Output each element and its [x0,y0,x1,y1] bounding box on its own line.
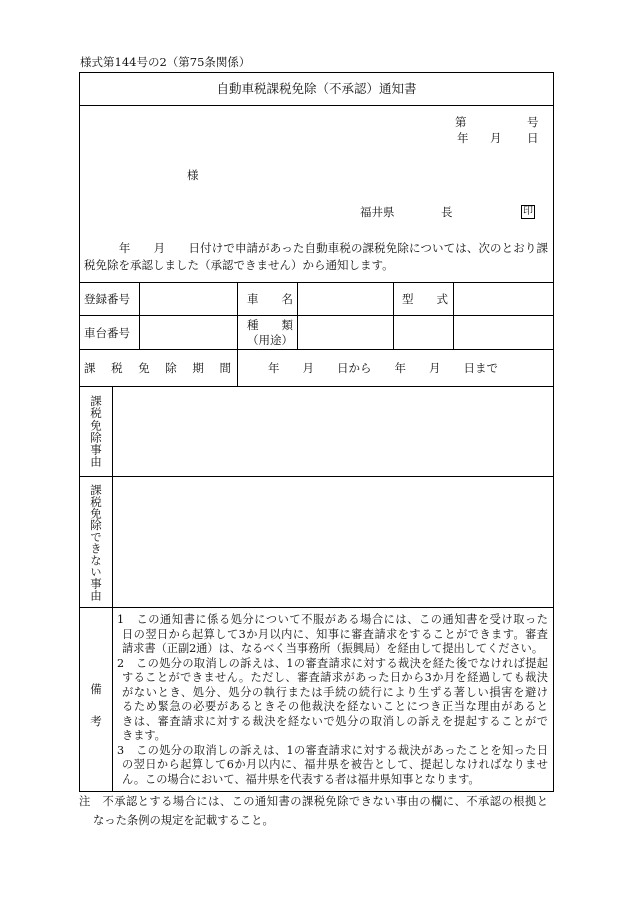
registration-number-label: 登録番号 [84,292,130,306]
remark-line: することができません。ただし、審査請求があった日から3か月を経過しても裁決 [122,671,548,684]
non-exemption-reason-label: 課税免除できない事由 [89,483,103,601]
exemption-period-range: 年 月 日から 年 月 日まで [237,350,553,386]
remark-line: 2 この処分の取消しの訴えは、1の審査請求に対する裁決を経た後でなければ提起 [117,656,548,670]
chassis-number-label: 車台番号 [84,325,130,340]
remark-item-2 [117,657,548,744]
exemption-reason-label-cell [80,387,112,476]
notice-date-year: 年 [457,131,469,145]
remark-line: きます。 [122,729,166,742]
notice-date-day: 日 [527,131,539,145]
remark-line: きは、審査請求に対する裁決を経ないで処分の取消しの訴えを提起することがで [122,714,548,728]
exemption-period-label-cell [80,350,237,386]
non-exemption-reason-label-cell [80,477,112,607]
remark-line: 1 この通知書に係る処分について不服がある場合には、この通知書を受け取った [117,613,548,626]
form-title: 自動車税課税免除（不承認）通知書 [216,81,417,96]
exemption-period-label: 課 税 免 除 期 間 [84,361,231,375]
issuer-title: 長 [441,205,453,219]
remarks-label: 備考 [89,683,103,747]
registration-number-field [139,283,237,315]
remark-line: 請求書（正副2通）は、なるべく当事務所（振興局）を経由して提出してください。 [122,642,544,655]
remark-line: 3 この処分の取消しの訴えは、1の審査請求に対する裁決があったことを知った日 [117,743,548,757]
remarks-label-cell [80,608,112,791]
notice-section [80,105,553,282]
title-row [80,73,553,105]
non-exemption-reason-row [80,476,553,607]
remark-line: 日の翌日から起算して3か月以内に、知事に審査請求をすることができます。審査 [122,627,548,641]
blank-cell [453,316,553,349]
addressee-honorific: 様 [187,168,199,182]
car-name-field [297,283,393,315]
chassis-number-field [139,316,237,349]
exemption-period-row [80,349,553,386]
notice-body-line: 税免除を承認しました（承認できません）から通知します。 [84,258,394,272]
model-field [453,283,553,315]
vehicle-row-chassis [80,315,553,349]
footnote-line: 注 不承認とする場合には、この通知書の課税免除できない事由の欄に、不承認の根拠と [79,795,548,808]
footnote-line: なった条例の規定を記載すること。 [93,814,274,827]
notice-date-month: 月 [490,131,502,145]
remark-item-3 [117,744,548,788]
non-exemption-reason-field [112,477,553,607]
form-number: 様式第144号の2（第75条関係） [80,55,251,69]
remark-line: ん。この場合において、福井県を代表する者は福井県知事となります。 [122,772,480,786]
type-usage-field [297,316,393,349]
issuer-prefecture: 福井県 [360,205,395,219]
type-usage-label-cell [237,316,297,349]
exemption-reason-row [80,386,553,476]
blank-cell [393,316,453,349]
seal-box: 印 [523,206,533,217]
remark-line: るため緊急の必要があるときその他裁決を経ないことにつき正当な理由があると [122,700,548,713]
notice-number-suffix: 号 [527,115,539,129]
type-label: 種 類 [247,318,293,332]
remarks-notes [112,608,553,791]
notice-number-prefix: 第 [455,115,467,129]
model-label: 型 式 [393,283,453,315]
remark-line: の翌日から起算して6か月以内に、福井県を被告として、提起しなければなりませ [122,758,548,771]
usage-label: （用途） [247,333,293,347]
remark-line: がないとき、処分、処分の執行または手続の続行により生ずる著しい損害を避け [122,685,548,699]
remarks-row [80,607,553,791]
notice-form-table [79,72,554,792]
notice-body-line: 年 月 日付けで申請があった自動車税の課税免除については、次のとおり課 [84,241,548,255]
exemption-reason-label: 課税免除事由 [89,395,103,468]
remark-item-1 [117,613,548,657]
car-name-label: 車 名 [237,283,297,315]
exemption-reason-field [112,387,553,476]
vehicle-row-registration [80,282,553,315]
